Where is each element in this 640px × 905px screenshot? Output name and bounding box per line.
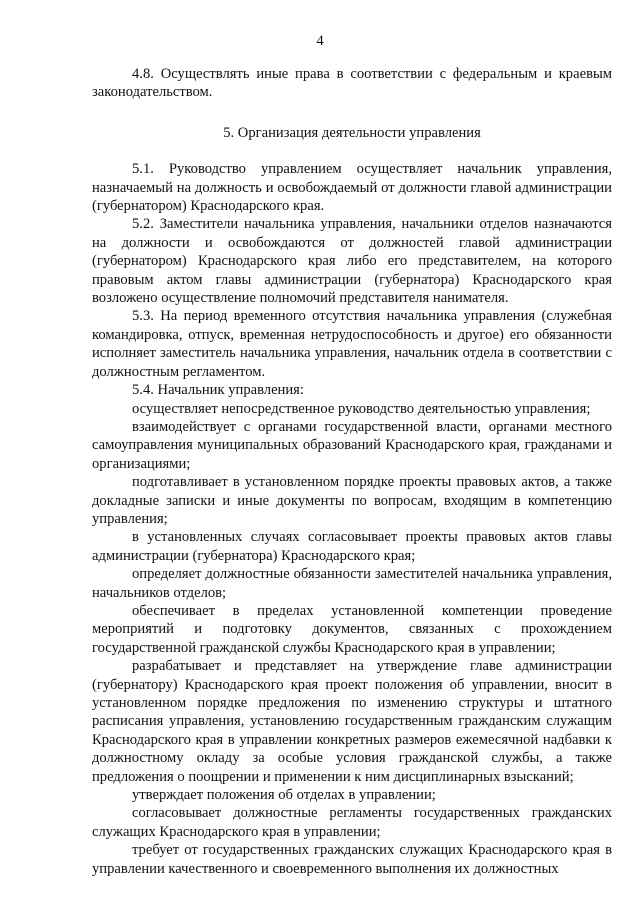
duty-item: в установленных случаях согласовывает проекты правовых актов главы администрации (губернатора) Краснодарского края; [92,529,612,564]
duty-item: утверждает положения об отделах в управлении; [132,787,436,804]
duty-item: определяет должностные обязанности заместителей начальника управления, начальников отделов; [92,566,612,601]
section-5-heading: 5. Организация деятельности управления [223,124,481,141]
paragraph-5-3: 5.3. На период временного отсутствия начальника управления (служебная командировка, отпуск, временная нетрудоспособность и другое) его обязанности исполняет заместитель начальника управления, начальник отдела в соответствии с должностным регламентом. [92,308,612,380]
duty-item: подготавливает в установленном порядке проекты правовых актов, а также докладные записки и иные документы по вопросам, входящим в компетенцию управления; [92,474,612,527]
duty-item: взаимодействует с органами государственной власти, органами местного самоуправления муниципальных образований Краснодарского края, гражданами и организациями; [92,418,612,472]
duty-item: требует от государственных гражданских служащих Краснодарского края в управлении качественного и своевременного выполнения их должностных [92,842,612,877]
duty-item: разрабатывает и представляет на утверждение главе администрации (губернатору) Краснодарского края проект положения об управлении, вносит в установленном порядке предложения по изменению структуры и штатного расписания управления, установлению государственным гражданским служащим Краснодарского края в управлении конкретных размеров ежемесячной надбавки к должностному окладу за особые условия гражданской службы, а также предложения о поощрении и применении к ним дисциплинарных взысканий; [92,658,612,785]
duty-item: осуществляет непосредственное руководство деятельностью управления; [132,400,591,417]
paragraph-5-2: 5.2. Заместители начальника управления, начальники отделов назначаются на должности и освобождаются от должностей главой администрации (губернатором) Краснодарского края либо его представителем, на которого правовым актом главы администрации (губернатора) Краснодарского края возложено осуществление полномочий представителя нанимателя. [92,216,612,307]
duty-item: согласовывает должностные регламенты государственных гражданских служащих Краснодарского края в управлении; [92,805,612,840]
document-body [92,65,612,878]
paragraph-5-4: 5.4. Начальник управления: [132,382,304,399]
page-number: 4 [316,33,324,49]
paragraph-5-1: 5.1. Руководство управлением осуществляет начальник управления, назначаемый на должность и освобождаемый от должности главой администрации (губернатором) Краснодарского края. [92,161,612,215]
duty-item: обеспечивает в пределах установленной компетенции проведение мероприятий и подготовку документов, связанных с прохождением государственной гражданской службы Краснодарского края в управлении; [92,602,612,656]
paragraph-4-8: 4.8. Осуществлять иные права в соответствии с федеральным и краевым законодательством. [92,66,612,101]
